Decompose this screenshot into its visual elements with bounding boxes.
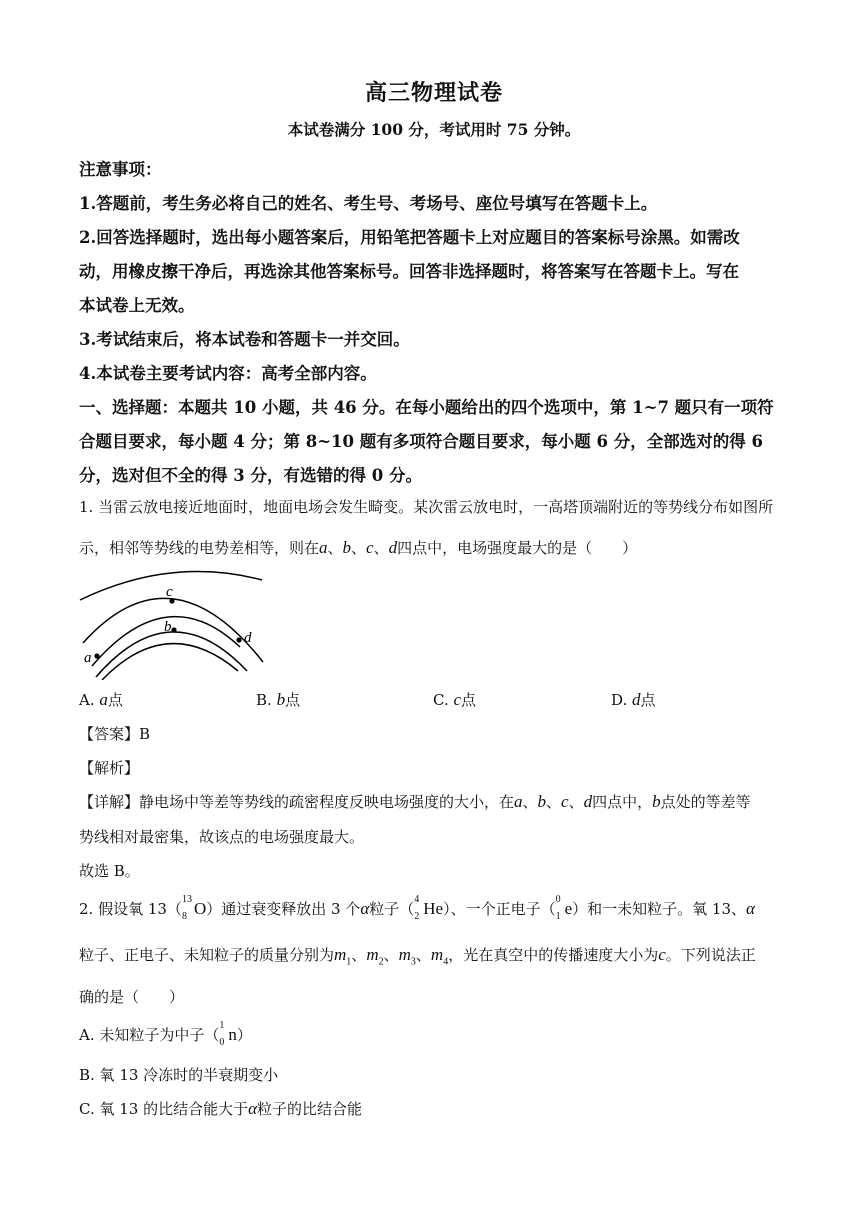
note-2-line-2: 动，用橡皮擦干净后，再选涂其他答案标号。回答非选择题时，将答案写在答题卡上。写在	[79, 262, 739, 281]
q2-option-c[interactable]: C. 氧 13 的比结合能大于α粒子的比结合能	[79, 1099, 363, 1118]
page-subtitle: 本试卷满分 100 分，考试用时 75 分钟。	[287, 120, 581, 139]
note-4: 4.本试卷主要考试内容：高考全部内容。	[79, 364, 377, 383]
mass-m1: $m_1$	[334, 945, 352, 968]
point-a-label: a	[84, 650, 92, 666]
q2-stem-line-2: 粒子、正电子、未知粒子的质量分别为$m_1$、$m_2$、$m_3$、$m_4$，光在真空中的传播速度大小为c。下列说法正	[79, 945, 756, 968]
equipotential-diagram	[76, 570, 276, 680]
section-1-line-2: 合题目要求，每小题 4 分；第 8~10 题有多项符合题目要求，每小题 6 分，全部选对的得 6	[79, 432, 763, 451]
q2-stem-line-3: 确的是（ ）	[79, 988, 185, 1006]
equipotential-line-5	[102, 644, 238, 680]
q1-answer: 【答案】B	[79, 725, 151, 743]
q1-option-c[interactable]: C. c点	[433, 690, 477, 709]
positron-nuclide: 0 1 e	[555, 894, 573, 922]
mass-m4: $m_4$	[430, 945, 449, 968]
point-a-dot	[94, 653, 99, 658]
oxygen-13-nuclide: 13 8 O	[181, 894, 207, 922]
point-b-dot	[171, 627, 176, 632]
q1-detail-line-2: 势线相对最密集，故该点的电场强度最大。	[79, 828, 365, 846]
q1-option-a[interactable]: A. a点	[79, 690, 123, 709]
section-1-line-1: 一、选择题：本题共 10 小题，共 46 分。在每小题给出的四个选项中，第 1~7 题只有一项符	[79, 398, 774, 417]
q1-analysis-heading: 【解析】	[79, 759, 140, 777]
q1-option-b[interactable]: B. b点	[256, 690, 301, 709]
q1-option-d[interactable]: D. d点	[611, 690, 656, 709]
note-3: 3.考试结束后，将本试卷和答题卡一并交回。	[79, 330, 410, 349]
q1-detail-line-1: 【详解】静电场中等差等势线的疏密程度反映电场强度的大小，在a、b、c、d四点中，b点处的等差等	[79, 792, 751, 811]
q2-stem-line-1: 2. 假设氧 13（ 13 8 O）通过衰变释放出 3 个α粒子（ 4 2 He）、一个正电子（ 0 1 e）和一未知粒子。氧 13、α	[79, 894, 755, 922]
neutron-nuclide: 1 0 n	[219, 1020, 237, 1048]
point-d-label: d	[244, 630, 252, 646]
mass-m3: $m_3$	[398, 945, 416, 968]
notes-heading: 注意事项：	[79, 160, 162, 179]
point-c-label: c	[166, 584, 173, 600]
q1-conclusion: 故选 B。	[79, 862, 140, 880]
q1-stem-line-1: 1. 当雷云放电接近地面时，地面电场会发生畸变。某次雷云放电时，一高塔顶端附近的等势线分布如图所	[79, 498, 774, 516]
section-1-line-3: 分，选对但不全的得 3 分，有选错的得 0 分。	[79, 466, 422, 485]
q2-option-b[interactable]: B. 氧 13 冷冻时的半衰期变小	[79, 1066, 279, 1084]
point-b-label: b	[164, 619, 172, 635]
note-2-line-1: 2.回答选择题时，选出每小题答案后，用铅笔把答题卡上对应题目的答案标号涂黑。如需改	[79, 228, 740, 247]
q2-option-a[interactable]: A. 未知粒子为中子（ 1 0 n）	[79, 1020, 252, 1048]
point-d-dot	[236, 637, 241, 642]
helium-4-nuclide: 4 2 He	[414, 894, 444, 922]
q1-stem-line-2: 示，相邻等势线的电势差相等，则在a、b、c、d四点中，电场强度最大的是（ ）	[79, 538, 638, 557]
mass-m2: $m_2$	[366, 945, 384, 968]
note-2-line-3: 本试卷上无效。	[79, 296, 195, 315]
note-1: 1.答题前，考生务必将自己的姓名、考生号、考场号、座位号填写在答题卡上。	[79, 194, 658, 213]
page-title: 高三物理试卷	[364, 80, 503, 106]
